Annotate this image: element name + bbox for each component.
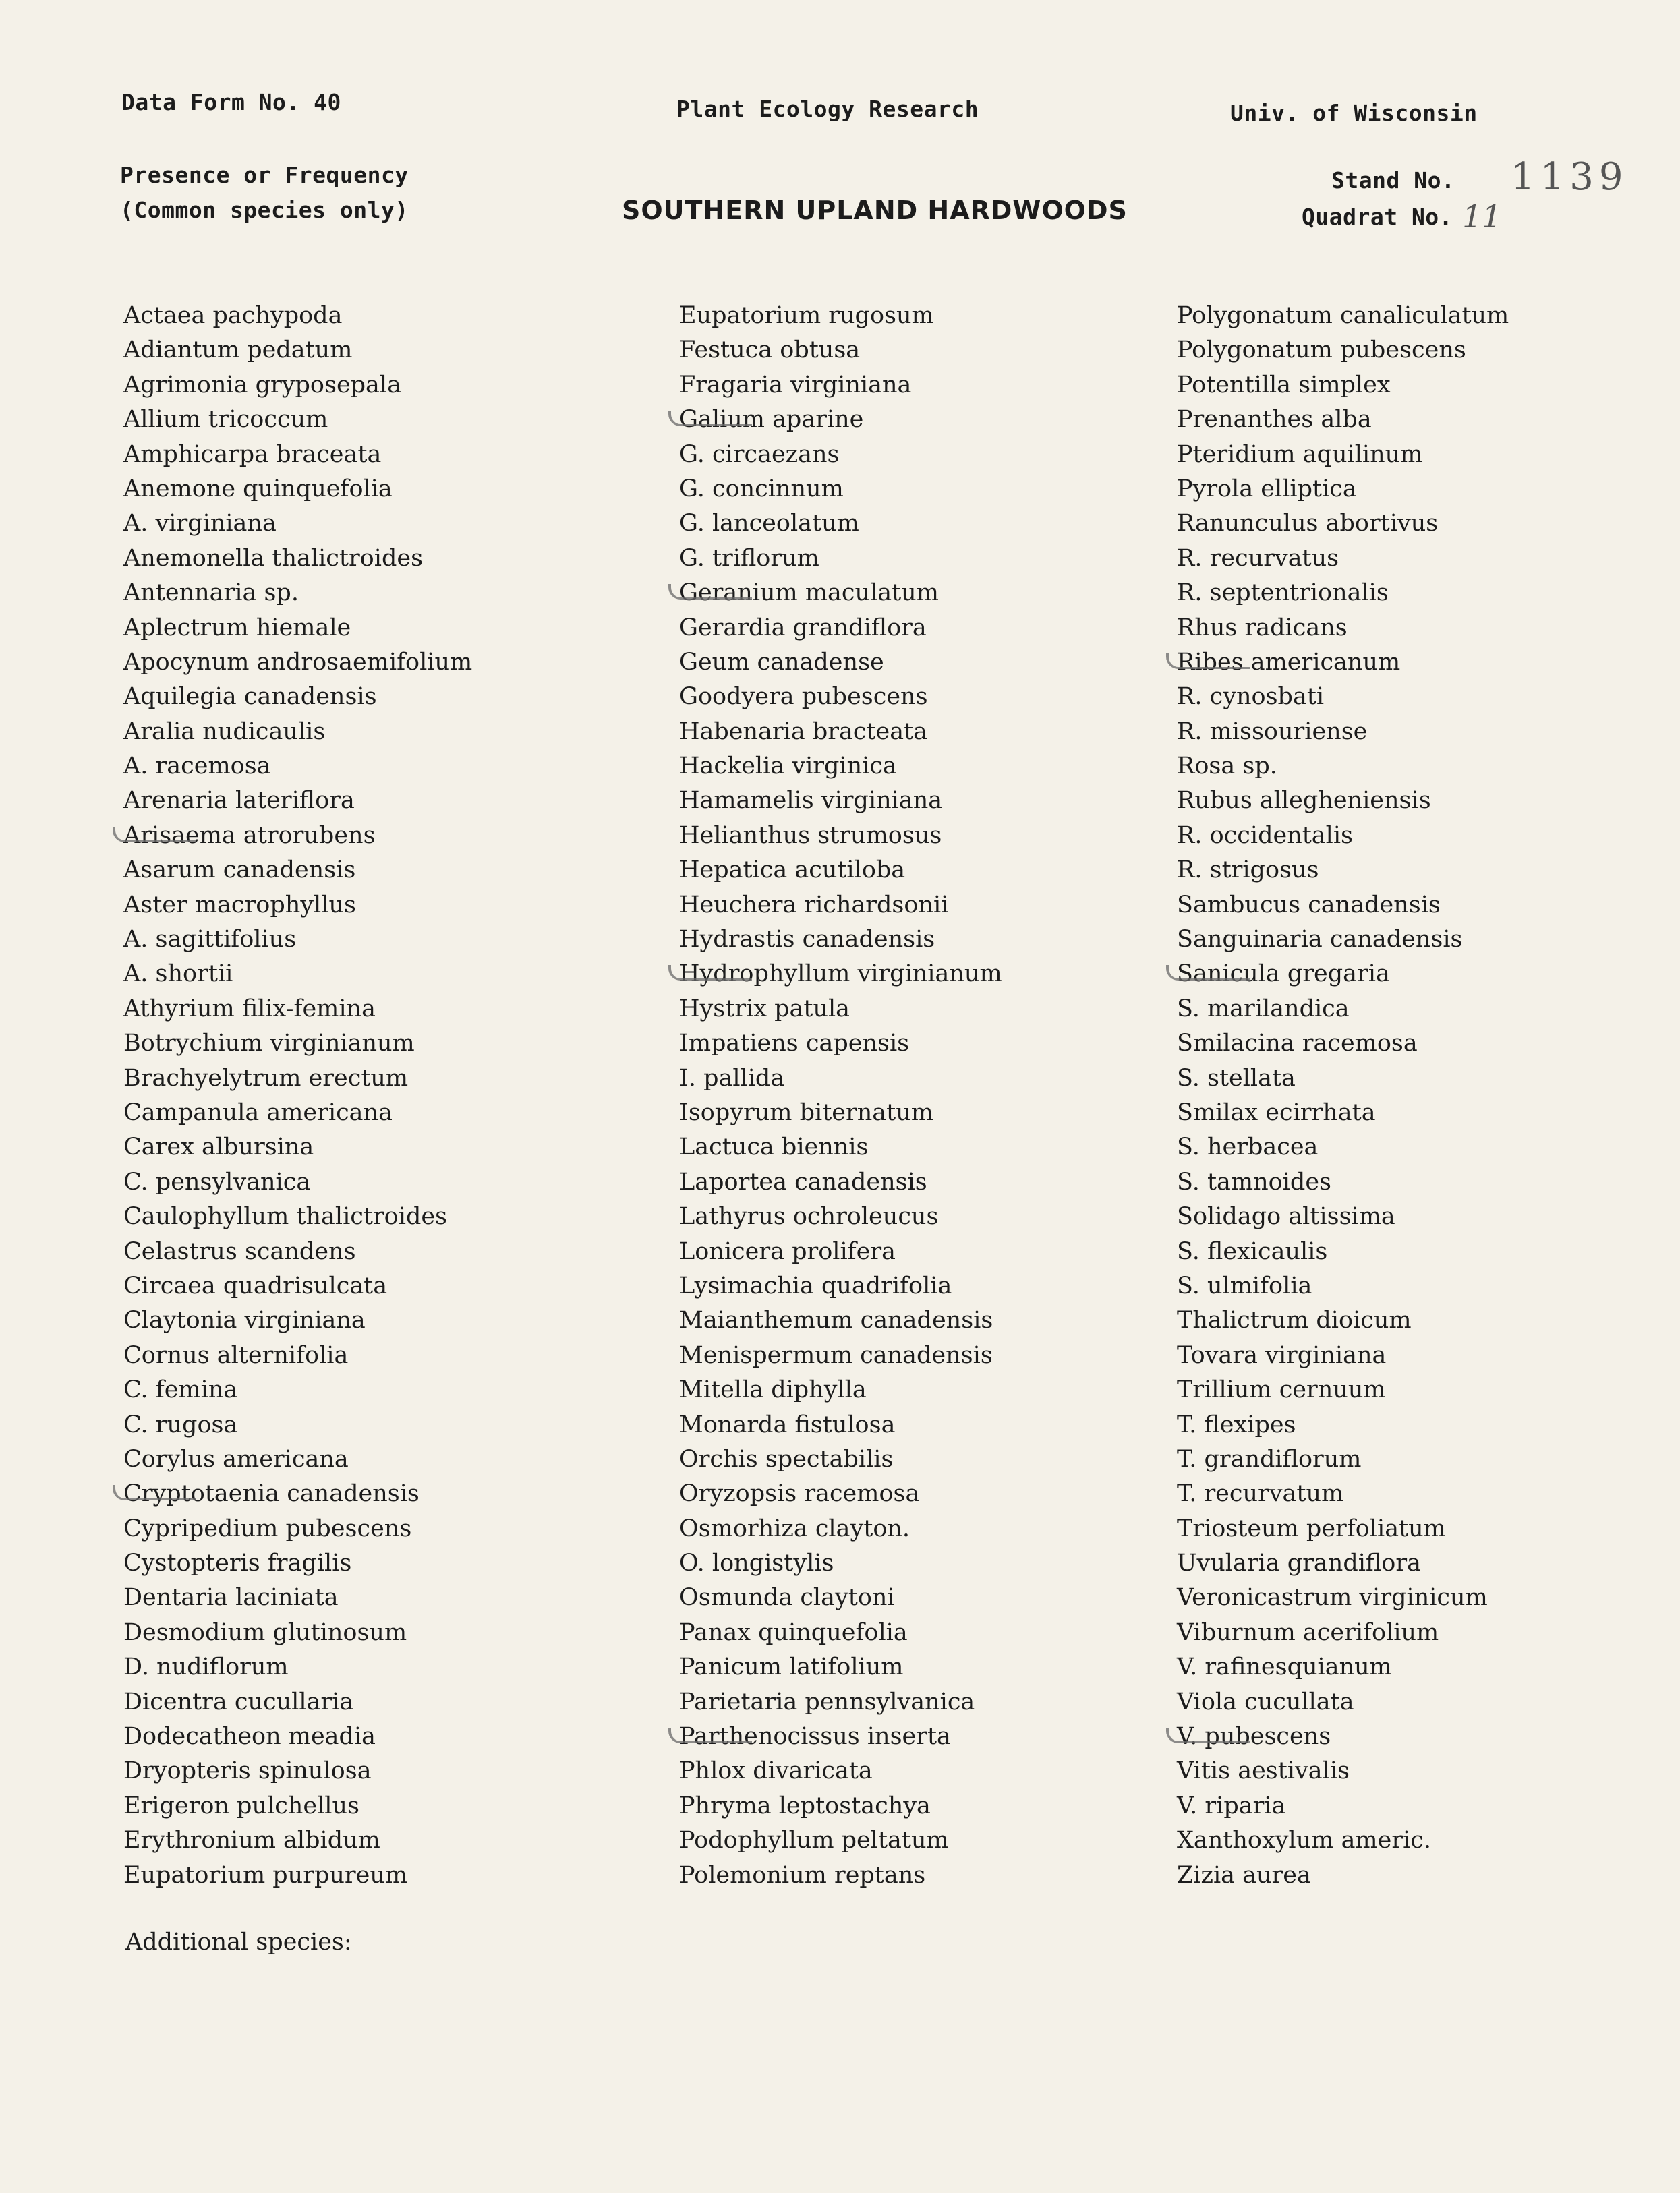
species-item: A. sagittifolius	[123, 926, 297, 954]
species-item: Aplectrum hiemale	[123, 614, 351, 641]
species-item: Habenaria bracteata	[679, 718, 928, 745]
species-item: Lathyrus ochroleucus	[679, 1203, 939, 1231]
species-item: C. pensylvanica	[123, 1168, 311, 1196]
species-item: D. nudiflorum	[123, 1654, 289, 1681]
species-item: Eupatorium purpureum	[123, 1861, 408, 1889]
species-item: Podophyllum peltatum	[679, 1827, 949, 1854]
species-item: A. shortii	[123, 960, 233, 988]
species-item: Aralia nudicaulis	[123, 718, 326, 745]
species-item: Maianthemum canadensis	[679, 1307, 993, 1335]
species-item: A. virginiana	[123, 510, 277, 537]
species-item-checked: Parthenocissus inserta	[679, 1720, 1002, 1754]
common-species-note: (Common species only)	[120, 197, 409, 223]
species-item: Zizia aurea	[1177, 1861, 1311, 1889]
species-item: Isopyrum biternatum	[679, 1099, 933, 1126]
species-item: Asarum canadensis	[123, 856, 356, 884]
organization-name: Plant Ecology Research	[676, 96, 979, 122]
species-item: Viburnum acerifolium	[1177, 1618, 1439, 1646]
species-item: Amphicarpa braceata	[123, 440, 382, 468]
species-item: Hackelia virginica	[679, 753, 897, 780]
species-item: Apocynum androsaemifolium	[123, 648, 473, 676]
species-item: Polygonatum pubescens	[1177, 337, 1466, 364]
species-item: Botrychium virginianum	[123, 1030, 415, 1057]
species-item: S. marilandica	[1177, 995, 1350, 1022]
species-item: Oryzopsis racemosa	[679, 1480, 920, 1508]
species-item: Rhus radicans	[1177, 614, 1348, 641]
species-item-checked: V. pubescens	[1177, 1720, 1509, 1754]
species-item: R. recurvatus	[1177, 544, 1339, 572]
species-item: S. stellata	[1177, 1064, 1296, 1092]
species-item: Cypripedium pubescens	[123, 1515, 412, 1542]
species-item: Uvularia grandiflora	[1177, 1550, 1421, 1577]
species-item: Polemonium reptans	[679, 1861, 926, 1889]
species-item: G. circaezans	[679, 440, 840, 468]
species-item: Festuca obtusa	[679, 337, 861, 364]
species-item: T. recurvatum	[1177, 1480, 1344, 1508]
species-item: Triosteum perfoliatum	[1177, 1515, 1446, 1542]
species-item: Potentilla simplex	[1177, 371, 1391, 399]
species-item-checked: Arisaema atrorubens	[123, 819, 472, 853]
species-item: Hamamelis virginiana	[679, 787, 943, 815]
species-item: G. lanceolatum	[679, 510, 859, 537]
species-item: T. flexipes	[1177, 1411, 1296, 1438]
species-item: Lactuca biennis	[679, 1134, 869, 1161]
stand-number-label: Stand No.	[1331, 167, 1455, 194]
species-item: Anemone quinquefolia	[123, 475, 393, 502]
species-item: R. occidentalis	[1177, 821, 1354, 849]
species-item: Antennaria sp.	[123, 579, 299, 607]
species-item: Allium tricoccum	[123, 406, 328, 434]
species-item: S. herbacea	[1177, 1134, 1319, 1161]
species-item: Smilax ecirrhata	[1177, 1099, 1376, 1126]
species-item: Dryopteris spinulosa	[123, 1757, 372, 1785]
species-item: Impatiens capensis	[679, 1030, 910, 1057]
species-item: Sanguinaria canadensis	[1177, 926, 1463, 954]
species-item: Phryma leptostachya	[679, 1792, 931, 1819]
species-item: I. pallida	[679, 1064, 785, 1092]
species-column-1	[123, 299, 472, 1893]
species-item: R. strigosus	[1177, 856, 1319, 884]
species-column-3	[1177, 299, 1509, 1893]
species-item: G. concinnum	[679, 475, 844, 502]
quadrat-number-value: 11	[1462, 198, 1502, 235]
species-item: Campanula americana	[123, 1099, 393, 1126]
species-item: Thalictrum dioicum	[1177, 1307, 1412, 1335]
stand-number-value: 1139	[1511, 155, 1629, 199]
species-item: Geum canadense	[679, 648, 884, 676]
species-item: Hepatica acutiloba	[679, 856, 906, 884]
species-item-checked: Geranium maculatum	[679, 576, 1002, 610]
species-item: Corylus americana	[123, 1445, 349, 1473]
species-item: Goodyera pubescens	[679, 683, 928, 711]
species-item: Dicentra cucullaria	[123, 1688, 354, 1716]
species-item: G. triflorum	[679, 544, 819, 572]
species-item-checked: Hydrophyllum virginianum	[679, 957, 1002, 991]
species-item: Gerardia grandiflora	[679, 614, 927, 641]
species-item: R. septentrionalis	[1177, 579, 1389, 607]
species-item: S. ulmifolia	[1177, 1272, 1312, 1299]
species-item: Agrimonia gryposepala	[123, 371, 401, 399]
species-item: Eupatorium rugosum	[679, 302, 934, 329]
species-item: Osmorhiza clayton.	[679, 1515, 910, 1542]
additional-species-label: Additional species:	[125, 1929, 352, 1956]
species-item: Lonicera prolifera	[679, 1237, 896, 1265]
species-item: Circaea quadrisulcata	[123, 1272, 388, 1299]
species-item: Aquilegia canadensis	[123, 683, 377, 711]
species-item: Sambucus canadensis	[1177, 891, 1441, 918]
species-item: Adiantum pedatum	[123, 337, 353, 364]
species-item: Dentaria laciniata	[123, 1584, 339, 1612]
species-item: Claytonia virginiana	[123, 1307, 366, 1335]
species-item: Cornus alternifolia	[123, 1341, 349, 1369]
species-item: Heuchera richardsonii	[679, 891, 949, 918]
species-item: Aster macrophyllus	[123, 891, 356, 918]
species-item: Erythronium albidum	[123, 1827, 380, 1854]
species-item: Rosa sp.	[1177, 753, 1277, 780]
species-item: Mitella diphylla	[679, 1376, 867, 1404]
species-item: Lysimachia quadrifolia	[679, 1272, 952, 1299]
species-item: Vitis aestivalis	[1177, 1757, 1350, 1785]
university-name: Univ. of Wisconsin	[1230, 100, 1478, 126]
species-item: Viola cucullata	[1177, 1688, 1354, 1716]
species-item-checked: Cryptotaenia canadensis	[123, 1477, 472, 1511]
species-item: Fragaria virginiana	[679, 371, 912, 399]
species-item: Pyrola elliptica	[1177, 475, 1357, 502]
species-item: Pteridium aquilinum	[1177, 440, 1423, 468]
species-item: Dodecatheon meadia	[123, 1723, 376, 1751]
species-item: T. grandiflorum	[1177, 1445, 1362, 1473]
species-item: Athyrium filix-femina	[123, 995, 376, 1022]
species-item: Polygonatum canaliculatum	[1177, 302, 1509, 329]
species-item: Caulophyllum thalictroides	[123, 1203, 448, 1231]
species-item: Cystopteris fragilis	[123, 1550, 352, 1577]
species-item: Parietaria pennsylvanica	[679, 1688, 975, 1716]
species-item: Laportea canadensis	[679, 1168, 927, 1196]
species-item: Desmodium glutinosum	[123, 1618, 407, 1646]
species-item: Arenaria lateriflora	[123, 787, 355, 815]
species-item: Hystrix patula	[679, 995, 850, 1022]
species-item: V. riparia	[1177, 1792, 1286, 1819]
species-item: Brachyelytrum erectum	[123, 1064, 409, 1092]
species-item: C. femina	[123, 1376, 238, 1404]
species-item: Smilacina racemosa	[1177, 1030, 1418, 1057]
species-item: C. rugosa	[123, 1411, 238, 1438]
species-item: Celastrus scandens	[123, 1237, 356, 1265]
species-item: Carex albursina	[123, 1134, 314, 1161]
species-item: Hydrastis canadensis	[679, 926, 935, 954]
presence-label: Presence or Frequency	[120, 162, 409, 188]
species-item: Osmunda claytoni	[679, 1584, 895, 1612]
species-item-checked: Ribes americanum	[1177, 645, 1509, 680]
species-item: Anemonella thalictroides	[123, 544, 424, 572]
species-item: Ranunculus abortivus	[1177, 510, 1439, 537]
species-item: Erigeron pulchellus	[123, 1792, 359, 1819]
species-item: Monarda fistulosa	[679, 1411, 896, 1438]
species-item: Veronicastrum virginicum	[1177, 1584, 1488, 1612]
species-item: Rubus allegheniensis	[1177, 787, 1431, 815]
species-item: Helianthus strumosus	[679, 821, 942, 849]
species-item: Trillium cernuum	[1177, 1376, 1386, 1404]
species-item-checked: Galium aparine	[679, 403, 1002, 437]
species-item: Actaea pachypoda	[123, 302, 343, 329]
species-item: Xanthoxylum americ.	[1177, 1827, 1431, 1854]
species-item: Solidago altissima	[1177, 1203, 1395, 1231]
species-item: Prenanthes alba	[1177, 406, 1372, 434]
species-item: V. rafinesquianum	[1177, 1654, 1392, 1681]
species-item: Panax quinquefolia	[679, 1618, 908, 1646]
species-item: Orchis spectabilis	[679, 1445, 894, 1473]
species-item: R. cynosbati	[1177, 683, 1325, 711]
species-item: S. tamnoides	[1177, 1168, 1331, 1196]
species-item: O. longistylis	[679, 1550, 834, 1577]
form-number: Data Form No. 40	[121, 89, 341, 115]
species-item: Tovara virginiana	[1177, 1341, 1387, 1369]
quadrat-number-label: Quadrat No.	[1302, 204, 1453, 230]
page-title: SOUTHERN UPLAND HARDWOODS	[622, 196, 1128, 225]
species-item: Phlox divaricata	[679, 1757, 873, 1785]
species-item: S. flexicaulis	[1177, 1237, 1328, 1265]
species-column-2	[679, 299, 1002, 1893]
species-item-checked: Sanicula gregaria	[1177, 957, 1509, 991]
species-item: A. racemosa	[123, 753, 271, 780]
species-item: R. missouriense	[1177, 718, 1368, 745]
species-item: Panicum latifolium	[679, 1654, 904, 1681]
species-item: Menispermum canadensis	[679, 1341, 993, 1369]
